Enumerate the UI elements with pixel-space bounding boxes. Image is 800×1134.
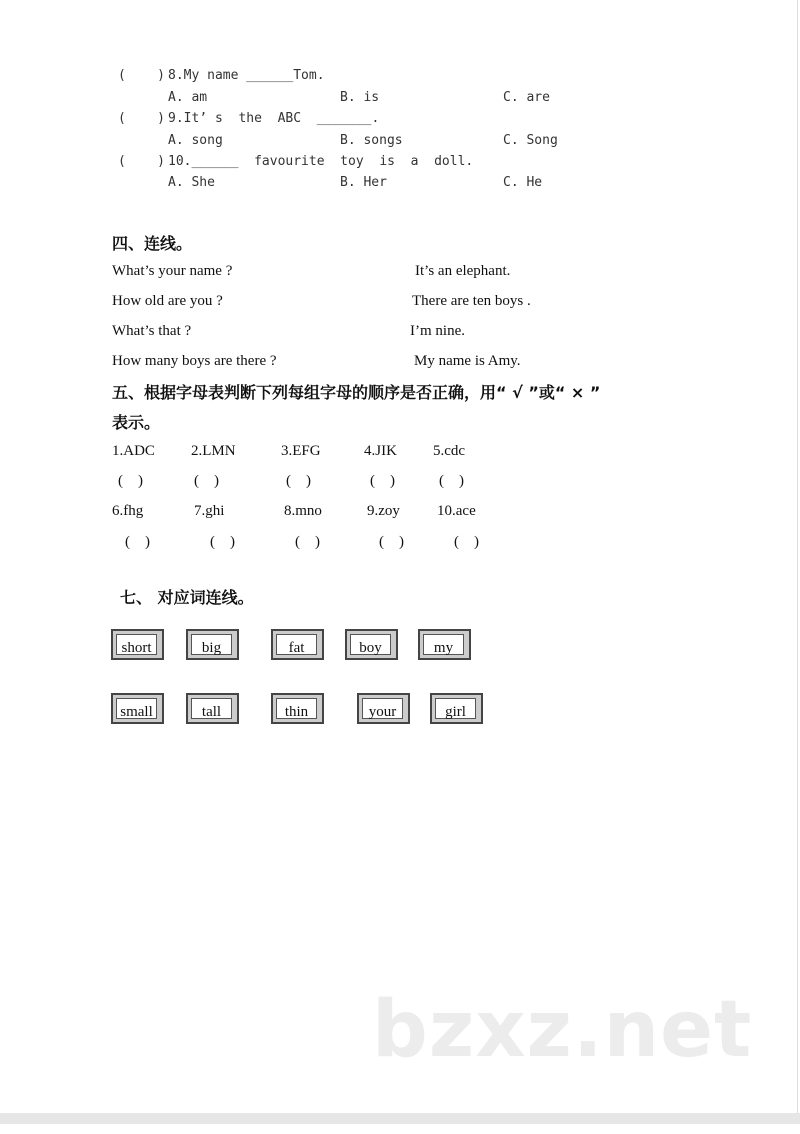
q8-option-a: A. am bbox=[168, 90, 208, 105]
answer-blank-8[interactable]: ( ) bbox=[295, 534, 320, 550]
q8-stem: 8.My name ______Tom. bbox=[168, 68, 325, 83]
page-separator bbox=[0, 1113, 800, 1124]
q10-option-b: B. Her bbox=[340, 175, 387, 190]
answer-blank-10[interactable]: ( ) bbox=[454, 534, 479, 550]
match-right-3: I’m nine. bbox=[410, 323, 465, 339]
q8-option-c: C. are bbox=[503, 90, 550, 105]
q8-option-b: B. is bbox=[340, 90, 380, 105]
word-card[interactable] bbox=[111, 693, 164, 724]
answer-blank-2[interactable]: ( ) bbox=[194, 473, 219, 489]
answer-blank-7[interactable]: ( ) bbox=[210, 534, 235, 550]
match-right-1: It’s an elephant. bbox=[415, 263, 511, 279]
word-card[interactable] bbox=[111, 629, 164, 660]
q9-option-c: C. Song bbox=[503, 133, 558, 148]
word-card-label: thin bbox=[276, 698, 317, 719]
word-card[interactable] bbox=[186, 693, 239, 724]
word-card[interactable] bbox=[418, 629, 471, 660]
seq-5: 5.cdc bbox=[433, 443, 466, 459]
match-left-3: What’s that ? bbox=[112, 323, 192, 339]
seq-1: 1.ADC bbox=[112, 443, 155, 459]
q9-paren: ( ) bbox=[118, 111, 165, 126]
word-card-label: your bbox=[362, 698, 403, 719]
answer-blank-6[interactable]: ( ) bbox=[125, 534, 150, 550]
seq-3: 3.EFG bbox=[281, 443, 321, 459]
seq-8: 8.mno bbox=[284, 503, 322, 519]
page-edge bbox=[797, 0, 798, 1113]
answer-blank-4[interactable]: ( ) bbox=[370, 473, 395, 489]
answer-blank-9[interactable]: ( ) bbox=[379, 534, 404, 550]
seq-10: 10.ace bbox=[437, 503, 476, 519]
word-card-label: small bbox=[116, 698, 157, 719]
word-card-label: boy bbox=[350, 634, 391, 655]
q10-stem: 10.______ favourite toy is a doll. bbox=[168, 154, 474, 169]
q9-option-b: B. songs bbox=[340, 133, 403, 148]
q9-option-a: A. song bbox=[168, 133, 223, 148]
section7-title: 七、 对应词连线。 bbox=[120, 588, 254, 607]
match-right-4: My name is Amy. bbox=[414, 353, 521, 369]
word-card-label: tall bbox=[191, 698, 232, 719]
word-card[interactable] bbox=[186, 629, 239, 660]
q10-option-c: C. He bbox=[503, 175, 543, 190]
word-card-label: my bbox=[423, 634, 464, 655]
q9-stem: 9.It’ s the ABC _______. bbox=[168, 111, 380, 126]
word-card-label: girl bbox=[435, 698, 476, 719]
q8-paren: ( ) bbox=[118, 68, 165, 83]
word-card-label: fat bbox=[276, 634, 317, 655]
match-right-2: There are ten boys . bbox=[412, 293, 531, 309]
match-left-1: What’s your name ? bbox=[112, 263, 233, 279]
word-card[interactable] bbox=[430, 693, 483, 724]
q10-paren: ( ) bbox=[118, 154, 165, 169]
word-card-label: big bbox=[191, 634, 232, 655]
word-card[interactable] bbox=[357, 693, 410, 724]
answer-blank-3[interactable]: ( ) bbox=[286, 473, 311, 489]
word-card-label: short bbox=[116, 634, 157, 655]
answer-blank-1[interactable]: ( ) bbox=[118, 473, 143, 489]
word-card[interactable] bbox=[271, 693, 324, 724]
seq-9: 9.zoy bbox=[367, 503, 400, 519]
word-card[interactable] bbox=[271, 629, 324, 660]
seq-4: 4.JIK bbox=[364, 443, 397, 459]
word-card[interactable] bbox=[345, 629, 398, 660]
q10-option-a: A. She bbox=[168, 175, 215, 190]
section4-title: 四、连线。 bbox=[112, 234, 193, 253]
answer-blank-5[interactable]: ( ) bbox=[439, 473, 464, 489]
seq-2: 2.LMN bbox=[191, 443, 236, 459]
seq-7: 7.ghi bbox=[194, 503, 225, 519]
match-left-4: How many boys are there ? bbox=[112, 353, 277, 369]
section5-title-cont: 表示。 bbox=[112, 413, 161, 432]
watermark: bzxz.net bbox=[372, 985, 753, 1075]
seq-6: 6.fhg bbox=[112, 503, 144, 519]
match-left-2: How old are you ? bbox=[112, 293, 223, 309]
section5-title: 五、根据字母表判断下列每组字母的顺序是否正确，用“ √ ”或“ × ” bbox=[112, 383, 601, 402]
